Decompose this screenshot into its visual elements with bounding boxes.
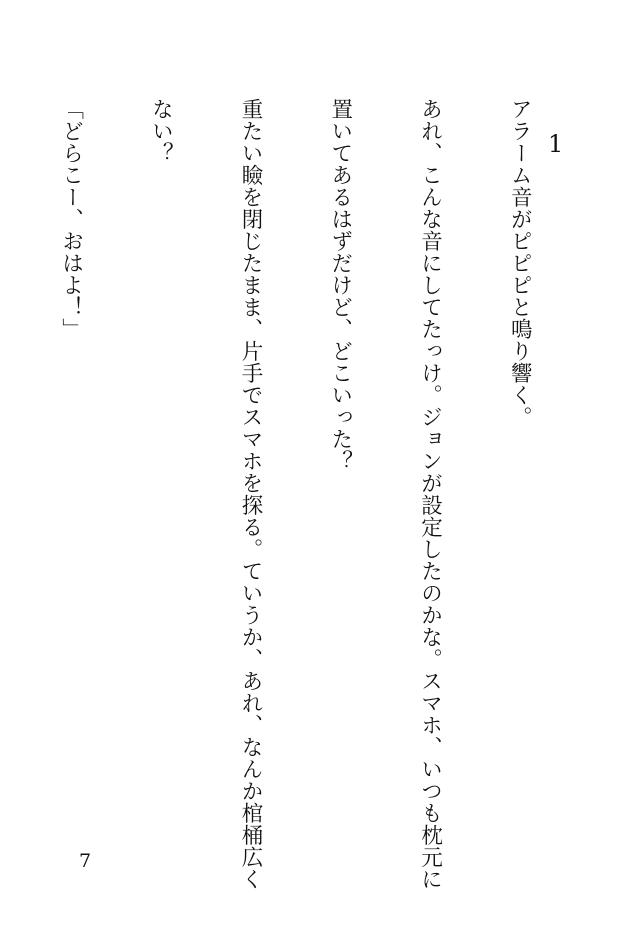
body-line: 「どらこー、おはよ！」 bbox=[58, 98, 84, 340]
body-line: 重たい瞼を閉じたまま、片手でスマホを探る。ていうか、あれ、なんか棺桶広く bbox=[238, 98, 264, 890]
body-line: ない？ bbox=[148, 98, 174, 164]
body-text bbox=[58, 98, 594, 890]
chapter-number: 1 bbox=[548, 130, 564, 158]
page-number: 7 bbox=[79, 850, 92, 872]
body-line: アラーム音がピピピと鳴り響く。 bbox=[507, 98, 533, 428]
body-line: あれ、こんな音にしてたっけ。ジョンが設定したのかな。スマホ、いつも枕元に bbox=[417, 98, 443, 890]
body-line: 置いてあるはずだけど、どこいった？ bbox=[327, 98, 353, 472]
